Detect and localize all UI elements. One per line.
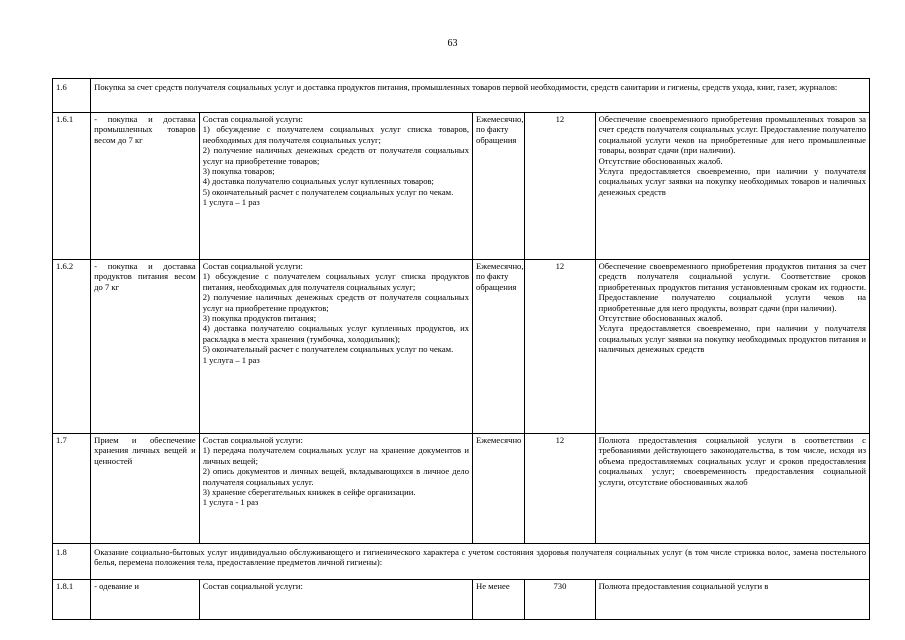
quality-line: Отсутствие обоснованных жалоб. [598, 313, 723, 324]
composition-line: 2) получение наличных денежных средств от получателя социальных услуг на приобретение продуктов; [202, 292, 470, 313]
service-name: Прием и обеспечение хранения личных вещей и ценностей [91, 434, 200, 544]
row-number: 1.7 [53, 434, 91, 544]
composition-line: 1 услуга – 1 раз [202, 354, 260, 365]
service-quality [595, 113, 869, 260]
table-row-section [53, 544, 870, 580]
section-title: Оказание социально-бытовых услуг индивидуально обслуживающего и гигиенического характера с учетом состояния здоровья получателя социальных услуг (в том числе стрижка волос, замена постельного белья, перемена положения тела, предоставление предметов личной гигиены): [91, 544, 870, 580]
page-number: 63 [447, 38, 458, 49]
composition-line: 5) окончательный расчет с получателем социальных услуг по чекам. [202, 344, 454, 355]
services-table [52, 78, 870, 620]
composition-line: 4) доставка получателю социальных услуг купленных товаров; [202, 176, 434, 187]
composition-line: 1) передача получателем социальных услуг на хранение документов и личных вещей; [202, 445, 470, 466]
service-volume: 12 [525, 434, 595, 544]
quality-line: Отсутствие обоснованных жалоб. [598, 155, 723, 166]
quality-line: Услуга предоставляется своевременно, при наличии у получателя социальных услуг заявки на покупку необходимых продуктов питания и наличных денежных средств [598, 323, 866, 355]
composition-line: 3) хранение сберегательных книжек в сейфе организации. [202, 487, 416, 498]
row-number: 1.8 [53, 544, 91, 580]
composition-line: Состав социальной услуги: [202, 114, 303, 124]
service-name: - покупка и доставка промышленных товаров весом до 7 кг [91, 113, 200, 260]
composition-line: Состав социальной услуги: [202, 435, 303, 445]
composition-line: 2) получение наличных денежных средств от получателя социальных услуг на приобретение товаров; [202, 145, 470, 166]
composition-line: 1) обсуждение с получателем социальных услуг списка товаров, необходимых для получателя социальных услуг; [202, 124, 470, 145]
composition-line: 1) обсуждение с получателем социальных услуг списка продуктов питания, необходимых для получателя социальных услуг; [202, 271, 470, 292]
composition-line: 4) доставка получателю социальных услуг купленных продуктов, их раскладка в места хранения (тумбочка, холодильник); [202, 323, 470, 344]
composition-line: 2) опись документов и личных вещей, вкладывающихся в личное дело получателя социальных услуг. [202, 466, 470, 487]
row-number: 1.6.2 [53, 260, 91, 434]
service-frequency: Ежемесячно, по факту обращения [473, 260, 525, 434]
row-number: 1.6 [53, 79, 91, 113]
row-number: 1.8.1 [53, 580, 91, 620]
composition-line: Состав социальной услуги: [202, 581, 303, 591]
service-quality [595, 260, 869, 434]
service-volume: 12 [525, 260, 595, 434]
composition-line: 1 услуга – 1 раз [202, 197, 260, 208]
table-row [53, 113, 870, 260]
service-name: - одевание и [91, 580, 200, 620]
quality-line: Услуга предоставляется своевременно, при наличии у получателя социальных услуг заявки на покупку необходимых товаров и наличных денежных средств [598, 166, 866, 197]
composition-line: 5) окончательный расчет с получателем социальных услуг по чекам. [202, 186, 454, 197]
service-frequency: Не менее [473, 580, 525, 620]
quality-line: Полнота предоставления социальной услуги в [598, 581, 769, 591]
quality-line: Полнота предоставления социальной услуги в соответствии с требованиями действующего законодательства, в том числе, исходя из объема предоставляемых социальных услуг и сроков предоставления социальных услуг; своевременность предоставления социальной услуги, отсутствие обоснованных жалоб [598, 435, 866, 487]
service-volume: 12 [525, 113, 595, 260]
service-quality [595, 434, 869, 544]
table-row [53, 580, 870, 620]
composition-line: 1 услуга - 1 раз [202, 497, 259, 508]
service-composition [199, 113, 472, 260]
composition-line: 3) покупка товаров; [202, 166, 275, 177]
service-composition [199, 434, 472, 544]
quality-line: Обеспечение своевременного приобретения продуктов питания за счет средств получателя социальной услуги. Соответствие сроков приобретенных продуктов питания установленным срокам их годности. Предоставление получателю социальной услуги чеков на приобретенные для него продукты, возврат сдачи (при наличии). [598, 261, 866, 313]
service-quality [595, 580, 869, 620]
table-row-section [53, 79, 870, 113]
composition-line: Состав социальной услуги: [202, 261, 303, 271]
quality-line: Обеспечение своевременного приобретения промышленных товаров за счет средств получателя социальных услуг. Предоставление получателю социальной услуги чеков на приобретенные для него промышленные товары, возврат сдачи (при наличии). [598, 114, 866, 156]
service-frequency: Ежемесячно [473, 434, 525, 544]
service-composition [199, 580, 472, 620]
service-volume: 730 [525, 580, 595, 620]
table-row [53, 260, 870, 434]
table-row [53, 434, 870, 544]
composition-line: 3) покупка продуктов питания; [202, 313, 317, 324]
service-name: - покупка и доставка продуктов питания весом до 7 кг [91, 260, 200, 434]
row-number: 1.6.1 [53, 113, 91, 260]
service-frequency: Ежемесячно, по факту обращения [473, 113, 525, 260]
section-title: Покупка за счет средств получателя социальных услуг и доставка продуктов питания, промышленных товаров первой необходимости, средств санитарии и гигиены, средств ухода, книг, газет, журналов: [91, 79, 870, 113]
service-composition [199, 260, 472, 434]
